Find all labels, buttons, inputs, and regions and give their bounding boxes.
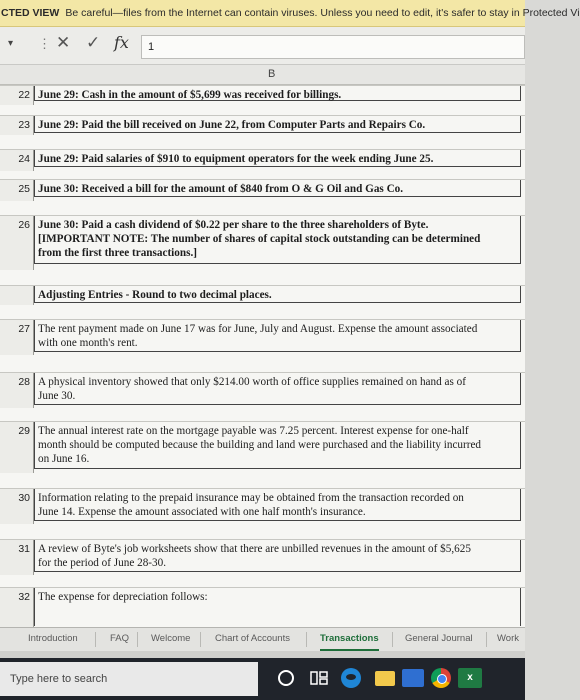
cell-text: The rent payment made on June 17 was for June, July and August. Expense the amount associated [38,323,478,335]
cell-text: Information relating to the prepaid insurance may be obtained from the transaction recorded on [38,492,464,504]
task-view-icon[interactable] [308,667,330,689]
tab-divider [306,632,307,647]
cell-text: The expense for depreciation follows: [38,591,208,603]
window-bottom-edge [0,651,525,658]
cell-text: month should be computed because the building and land were purchased and the liability incurred [38,439,482,451]
cell-text: for the period of June 28-30. [38,557,167,569]
transaction-cell[interactable] [34,116,521,133]
transaction-cell[interactable] [34,540,521,572]
row-number[interactable]: 26 [0,216,34,270]
transaction-cell[interactable] [34,216,521,264]
cortana-icon[interactable] [278,670,294,686]
row-number[interactable]: 22 [0,86,34,105]
table-row [0,285,525,305]
tab-divider [392,632,393,647]
worksheet-grid [0,85,525,627]
row-number[interactable]: 29 [0,422,34,473]
tab-divider [137,632,138,647]
tab-faq[interactable]: FAQ [110,633,130,644]
table-row [0,115,525,135]
table-row [0,421,525,473]
taskbar-search-input[interactable]: Type here to search [0,662,258,696]
cell-text: June 30: Received a bill for the amount of $840 from O & G Oil and Gas Co. [38,183,404,195]
cell-text: June 29: Cash in the amount of $5,699 was received for billings. [38,89,342,101]
file-explorer-icon[interactable] [375,671,395,686]
excel-icon[interactable] [458,668,482,688]
row-number [0,286,34,305]
row-number[interactable]: 28 [0,373,34,408]
cell-text: [IMPORTANT NOTE: The number of shares of capital stock outstanding can be determined [38,233,481,245]
excel-icon-label: x [467,672,473,683]
transaction-cell[interactable] [34,86,521,101]
cell-text: A review of Byte's job worksheets show that there are unbilled revenues in the amount of $5,625 [38,543,471,555]
formula-bar [0,27,525,65]
transaction-cell[interactable] [34,150,521,167]
insert-function-icon[interactable]: fx [114,33,129,52]
cell-text: June 29: Paid the bill received on June 22, from Computer Parts and Repairs Co. [38,119,426,131]
name-box-dropdown-icon[interactable]: ▾ [8,38,14,49]
cell-text: with one month's rent. [38,337,138,349]
tab-introduction[interactable]: Introduction [28,633,78,644]
tab-work[interactable]: Work [497,633,519,644]
tab-transactions[interactable]: Transactions [320,628,379,651]
enter-icon[interactable]: ✓ [86,33,101,52]
cell-text: June 30. [38,390,76,402]
edge-icon[interactable] [341,668,361,688]
table-row [0,319,525,355]
cell-text: June 29: Paid salaries of $910 to equipment operators for the week ending June 25. [38,153,434,165]
row-number[interactable]: 24 [0,150,34,171]
section-heading[interactable] [34,286,521,303]
transaction-cell[interactable] [34,422,521,469]
formula-input[interactable]: 1 [141,35,525,59]
cell-text: from the first three transactions.] [38,247,197,259]
transaction-cell[interactable] [34,489,521,521]
table-row [0,179,525,201]
tab-divider [95,632,96,647]
transaction-cell[interactable] [34,373,521,405]
column-header-b[interactable]: B [268,68,276,80]
row-number[interactable]: 31 [0,540,34,575]
tab-general-journal[interactable]: General Journal [405,633,473,644]
row-number[interactable]: 23 [0,116,34,135]
table-row [0,215,525,270]
table-row [0,85,525,105]
formula-bar-grip-icon[interactable]: ⋮ [38,36,51,51]
transaction-cell[interactable] [34,588,521,626]
column-header [0,65,525,85]
table-row [0,149,525,171]
cell-text: The annual interest rate on the mortgage payable was 7.25 percent. Interest expense for one-half [38,425,469,437]
tab-divider [200,632,201,647]
sheet-tabs [0,627,525,651]
row-number[interactable]: 27 [0,320,34,355]
row-number[interactable]: 32 [0,588,34,627]
transaction-cell[interactable] [34,320,521,352]
table-row [0,587,525,627]
table-row [0,372,525,408]
table-row [0,539,525,575]
protected-view-message: Be careful—files from the Internet can contain viruses. Unless you need to edit, it's safer to stay in Protected Vi [65,7,580,19]
cancel-icon[interactable]: ✕ [56,33,71,52]
tab-divider [486,632,487,647]
protected-view-bar [0,0,580,27]
tab-chart-of-accounts[interactable]: Chart of Accounts [215,633,290,644]
cell-text: on June 16. [38,453,90,465]
table-row [0,488,525,524]
adjusting-entries-heading: Adjusting Entries - Round to two decimal places. [38,289,272,301]
photos-icon[interactable] [402,669,424,687]
taskbar [0,658,525,700]
cell-text: June 14. Expense the amount associated with one half month's insurance. [38,506,366,518]
transaction-cell[interactable] [34,180,521,197]
cell-text: June 30: Paid a cash dividend of $0.22 per share to the three shareholders of Byte. [38,219,429,231]
protected-view-title: CTED VIEW [1,7,60,19]
cell-text: A physical inventory showed that only $214.00 worth of office supplies remained on hand as of [38,376,466,388]
row-number[interactable]: 30 [0,489,34,524]
chrome-icon[interactable] [431,668,451,688]
row-number[interactable]: 25 [0,180,34,201]
tab-welcome[interactable]: Welcome [151,633,191,644]
